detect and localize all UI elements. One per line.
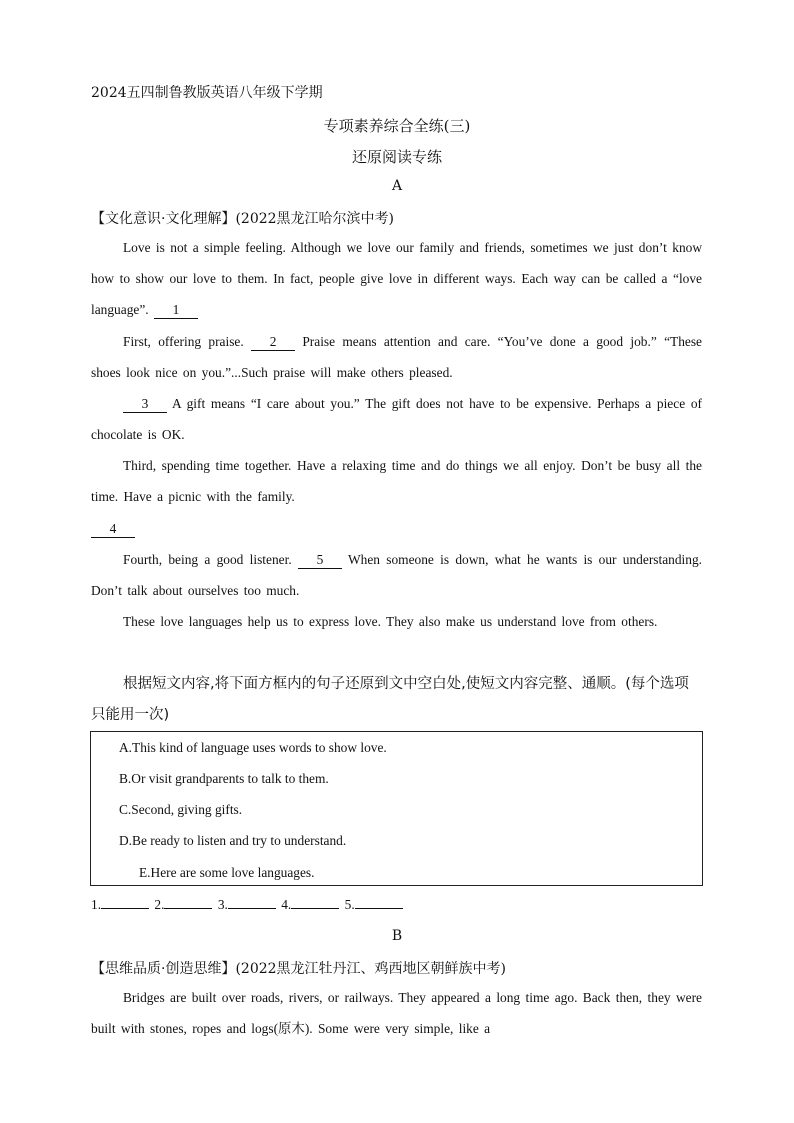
option-a: A.This kind of language uses words to show love. [119,740,387,755]
section-b-heading: B [391,928,403,944]
passage-a-blank-4-line [91,513,702,544]
passage-a-p5-post: When someone is down, what he wants is our understanding. Don’t talk about ourselves too much. [91,552,703,598]
answer-label-2: 2. [154,897,165,912]
blank-4: 4 [91,521,135,538]
blank-3: 3 [123,396,167,413]
blank-2: 2 [251,334,295,351]
passage-a-paragraph-1 [91,232,702,325]
passage-b-p1-text: Bridges are built over roads, rivers, or railways. They appeared a long time ago. Back then, they were built with stones, ropes and logs(原木). Some were very simple, like a [91,990,702,1036]
passage-b-paragraph-1 [91,982,702,1044]
passage-a-p6-text: These love languages help us to express love. They also make us understand love from others. [123,614,658,629]
passage-a-paragraph-3 [91,388,702,450]
section-a-tag: 【文化意识·文化理解】(2022黑龙江哈尔滨中考) [91,211,395,227]
page-subtitle: 还原阅读专练 [351,148,442,166]
answer-blank-2[interactable] [164,896,212,909]
section-b-tag: 【思维品质·创造思维】(2022黑龙江牡丹江、鸡西地区朝鲜族中考) [91,961,507,977]
passage-a-paragraph-4 [91,450,702,512]
option-e: E.Here are some love languages. [139,865,315,880]
option-d: D.Be ready to listen and try to understand. [119,833,347,848]
answer-blank-1[interactable] [101,896,149,909]
passage-a-paragraph-5 [91,544,702,606]
answer-label-4: 4. [281,897,292,912]
option-c: C.Second, giving gifts. [119,802,243,817]
passage-a-paragraph-2 [91,326,702,388]
page-title: 专项素养综合全练(三) [323,117,471,135]
answer-label-5: 5. [344,897,355,912]
passage-a-p5-pre: Fourth, being a good listener. [123,552,292,567]
passage-a-p1-text: Love is not a simple feeling. Although we love our family and friends, sometimes we just don’t know how to show our love to them. In fact, people give love in different ways. Each way can be called a “love language”. [91,240,702,317]
option-b: B.Or visit grandparents to talk to them. [119,771,329,786]
answer-label-3: 3. [217,897,228,912]
answer-blank-4[interactable] [291,896,339,909]
passage-a-paragraph-6 [91,606,702,637]
answer-line [91,896,405,913]
answer-label-1: 1. [91,897,102,912]
options-box [90,731,703,886]
instruction-text: 根据短文内容,将下面方框内的句子还原到文中空白处,使短文内容完整、通顺。(每个选项只能用一次) [91,676,689,723]
passage-a-p2-pre: First, offering praise. [123,334,244,349]
passage-a-p2-post: Praise means attention and care. “You’ve done a good job.” “These shoes look nice on you.”...Such praise will make others pleased. [91,334,702,380]
answer-blank-3[interactable] [228,896,276,909]
blank-5: 5 [298,552,342,569]
passage-a-p4-text: Third, spending time together. Have a relaxing time and do things we all enjoy. Don’t be busy all the time. Have a picnic with the family. [91,458,702,504]
section-a-heading: A [391,178,403,194]
answer-blank-5[interactable] [355,896,403,909]
document-header: 2024五四制鲁教版英语八年级下学期 [91,85,323,101]
blank-1: 1 [154,302,198,319]
passage-a-p3-post: A gift means “I care about you.” The gift does not have to be expensive. Perhaps a piece of chocolate is OK. [91,396,702,442]
